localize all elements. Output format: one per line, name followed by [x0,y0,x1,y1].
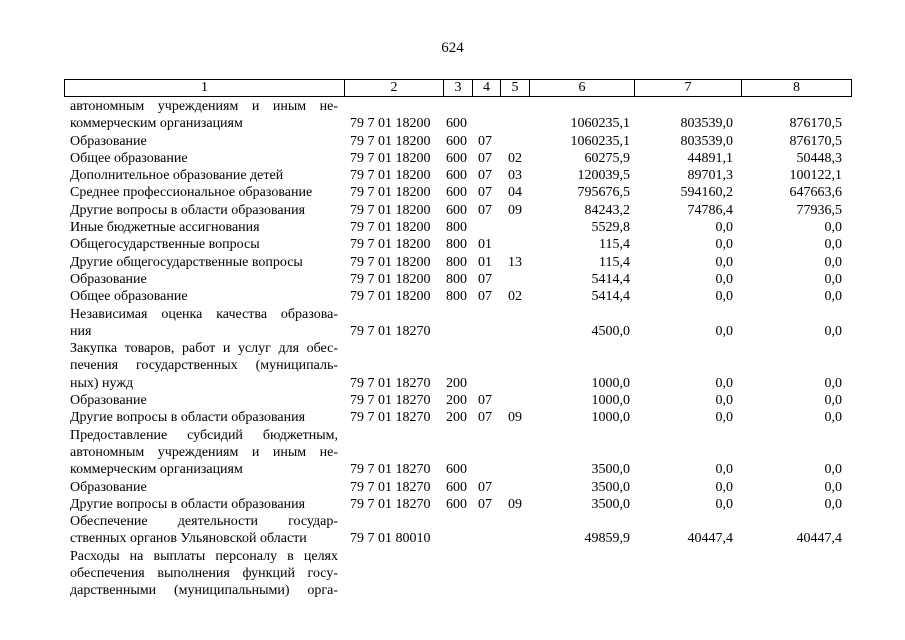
column-header-2: 2 [345,80,444,97]
row-name: Расходы на выплаты персоналу в целях [70,548,338,564]
row-value-col6: 1060235,1 [570,116,630,132]
row-value-col6: 84243,2 [584,202,630,218]
table-row [0,461,905,478]
row-expense-type: 800 [446,237,467,253]
row-value-col7: 0,0 [715,289,733,305]
row-target-code: 79 7 01 18270 [350,393,431,409]
row-value-col7: 803539,0 [680,133,733,149]
table-row [0,565,905,582]
row-value-col8: 0,0 [824,410,842,426]
row-target-code: 79 7 01 18200 [350,220,431,236]
row-expense-type: 200 [446,410,467,426]
row-subsection: 13 [508,254,522,270]
row-target-code: 79 7 01 18200 [350,289,431,305]
row-name: Иные бюджетные ассигнования [70,220,260,236]
row-section: 07 [478,133,492,149]
row-value-col6: 120039,5 [577,168,630,184]
column-header-8: 8 [742,80,852,97]
row-value-col6: 115,4 [599,237,630,253]
row-value-col6: 1060235,1 [570,133,630,149]
row-section: 07 [478,202,492,218]
row-value-col6: 5414,4 [591,271,630,287]
row-value-col8: 876170,5 [789,133,842,149]
row-value-col7: 89701,3 [687,168,733,184]
row-name: дарственными (муниципальными) орга- [70,583,338,599]
row-value-col7: 803539,0 [680,116,733,132]
table-row [0,513,905,530]
row-value-col8: 0,0 [824,254,842,270]
row-expense-type: 800 [446,220,467,236]
row-expense-type: 800 [446,271,467,287]
row-section: 07 [478,410,492,426]
budget-table-body [0,98,905,600]
row-target-code: 79 7 01 18270 [350,410,431,426]
row-subsection: 02 [508,289,522,305]
row-value-col6: 3500,0 [591,479,630,495]
table-row [0,254,905,271]
row-value-col7: 0,0 [715,375,733,391]
row-section: 07 [478,496,492,512]
row-section: 07 [478,271,492,287]
row-value-col6: 1000,0 [591,410,630,426]
row-name: Образование [70,133,147,149]
table-row [0,184,905,201]
row-name: Другие вопросы в области образования [70,202,306,218]
row-value-col7: 40447,4 [687,531,733,547]
table-row [0,392,905,409]
row-subsection: 04 [508,185,522,201]
row-name: автономным учреждениям и иным не- [70,444,338,460]
row-name: Другие общегосударственные вопросы [70,254,303,270]
row-value-col8: 0,0 [824,375,842,391]
row-expense-type: 200 [446,393,467,409]
row-value-col7: 0,0 [715,496,733,512]
row-name: ственных органов Ульяновской области [70,531,307,547]
row-value-col7: 0,0 [715,393,733,409]
row-expense-type: 600 [446,462,467,478]
row-expense-type: 600 [446,116,467,132]
row-value-col8: 0,0 [824,237,842,253]
row-value-col6: 115,4 [599,254,630,270]
row-name: Среднее профессиональное образование [70,185,313,201]
row-value-col8: 647663,6 [789,185,842,201]
row-value-col8: 0,0 [824,271,842,287]
row-expense-type: 600 [446,479,467,495]
row-expense-type: 600 [446,133,467,149]
row-section: 07 [478,150,492,166]
row-value-col6: 795676,5 [577,185,630,201]
table-row [0,150,905,167]
row-value-col8: 876170,5 [789,116,842,132]
table-row [0,340,905,357]
row-expense-type: 600 [446,202,467,218]
row-value-col7: 0,0 [715,462,733,478]
row-value-col7: 0,0 [715,237,733,253]
row-name: ных) нужд [70,375,134,391]
row-value-col6: 3500,0 [591,462,630,478]
row-target-code: 79 7 01 18200 [350,271,431,287]
row-value-col8: 50448,3 [796,150,842,166]
row-expense-type: 600 [446,168,467,184]
row-target-code: 79 7 01 18200 [350,168,431,184]
row-expense-type: 600 [446,496,467,512]
row-value-col7: 74786,4 [687,202,733,218]
table-row [0,548,905,565]
row-name: автономным учреждениям и иным не- [70,99,338,114]
table-row [0,496,905,513]
column-header-table [64,79,852,97]
column-header-3: 3 [444,80,473,97]
row-section: 01 [478,254,492,270]
row-value-col8: 0,0 [824,462,842,478]
row-name: Общее образование [70,150,188,166]
row-name: Образование [70,393,147,409]
row-name: Обеспечение деятельности государ- [70,514,338,530]
page-number: 624 [441,40,464,56]
row-subsection: 03 [508,168,522,184]
table-row [0,306,905,323]
row-expense-type: 800 [446,289,467,305]
table-row [0,219,905,236]
table-row [0,479,905,496]
row-subsection: 09 [508,202,522,218]
row-value-col7: 44891,1 [687,150,733,166]
row-value-col6: 3500,0 [591,496,630,512]
table-row [0,409,905,426]
column-header-4: 4 [473,80,501,97]
row-name: ния [70,323,92,339]
row-name: Предоставление субсидий бюджетным, [70,427,338,443]
row-name: Образование [70,479,147,495]
row-expense-type: 200 [446,375,467,391]
table-row [0,582,905,599]
row-name: Другие вопросы в области образования [70,410,306,426]
table-row [0,167,905,184]
row-value-col6: 4500,0 [591,323,630,339]
column-header-6: 6 [530,80,635,97]
row-target-code: 79 7 01 18200 [350,133,431,149]
row-subsection: 02 [508,150,522,166]
row-value-col8: 0,0 [824,323,842,339]
row-value-col6: 1000,0 [591,393,630,409]
row-name: Дополнительное образование детей [70,168,284,184]
row-name: Общегосударственные вопросы [70,237,260,253]
row-value-col8: 0,0 [824,496,842,512]
row-value-col7: 0,0 [715,271,733,287]
row-subsection: 09 [508,410,522,426]
row-target-code: 79 7 01 18270 [350,479,431,495]
row-expense-type: 600 [446,150,467,166]
row-name: Образование [70,271,147,287]
row-name: Независимая оценка качества образова- [70,306,338,322]
row-name: Закупка товаров, работ и услуг для обес- [70,341,338,357]
row-value-col7: 0,0 [715,220,733,236]
table-row [0,427,905,444]
table-row [0,444,905,461]
column-header-1: 1 [65,80,345,97]
row-target-code: 79 7 01 80010 [350,531,431,547]
table-row [0,236,905,253]
row-name: коммерческим организациям [70,116,243,132]
row-value-col8: 0,0 [824,393,842,409]
row-value-col8: 40447,4 [796,531,842,547]
row-target-code: 79 7 01 18200 [350,116,431,132]
row-expense-type: 800 [446,254,467,270]
row-section: 01 [478,237,492,253]
row-target-code: 79 7 01 18200 [350,150,431,166]
table-row [0,323,905,340]
row-target-code: 79 7 01 18200 [350,254,431,270]
row-value-col8: 100122,1 [789,168,842,184]
table-row [0,98,905,115]
table-row [0,133,905,150]
row-value-col8: 77936,5 [796,202,842,218]
table-row [0,357,905,374]
row-target-code: 79 7 01 18200 [350,237,431,253]
row-section: 07 [478,168,492,184]
row-value-col6: 60275,9 [584,150,630,166]
table-row [0,202,905,219]
row-value-col8: 0,0 [824,220,842,236]
row-subsection: 09 [508,496,522,512]
column-header-row [65,80,852,97]
column-header-5: 5 [501,80,530,97]
row-value-col8: 0,0 [824,289,842,305]
row-target-code: 79 7 01 18270 [350,375,431,391]
row-value-col6: 49859,9 [584,531,630,547]
row-target-code: 79 7 01 18200 [350,185,431,201]
row-target-code: 79 7 01 18270 [350,462,431,478]
row-target-code: 79 7 01 18200 [350,202,431,218]
row-name: обеспечения выполнения функций госу- [70,566,338,582]
row-value-col6: 5414,4 [591,289,630,305]
row-name: Общее образование [70,289,188,305]
row-value-col6: 1000,0 [591,375,630,391]
row-section: 07 [478,185,492,201]
table-row [0,271,905,288]
row-target-code: 79 7 01 18270 [350,496,431,512]
row-name: Другие вопросы в области образования [70,496,306,512]
row-name: печения государственных (муниципаль- [70,358,338,374]
row-value-col7: 594160,2 [680,185,733,201]
row-section: 07 [478,289,492,305]
row-value-col6: 5529,8 [591,220,630,236]
row-target-code: 79 7 01 18270 [350,323,431,339]
row-value-col8: 0,0 [824,479,842,495]
column-header-7: 7 [635,80,742,97]
row-expense-type: 600 [446,185,467,201]
row-value-col7: 0,0 [715,254,733,270]
table-row [0,375,905,392]
row-name: коммерческим организациям [70,462,243,478]
row-value-col7: 0,0 [715,410,733,426]
row-section: 07 [478,393,492,409]
table-row [0,288,905,305]
table-row [0,115,905,132]
table-row [0,530,905,547]
row-value-col7: 0,0 [715,323,733,339]
row-section: 07 [478,479,492,495]
row-value-col7: 0,0 [715,479,733,495]
